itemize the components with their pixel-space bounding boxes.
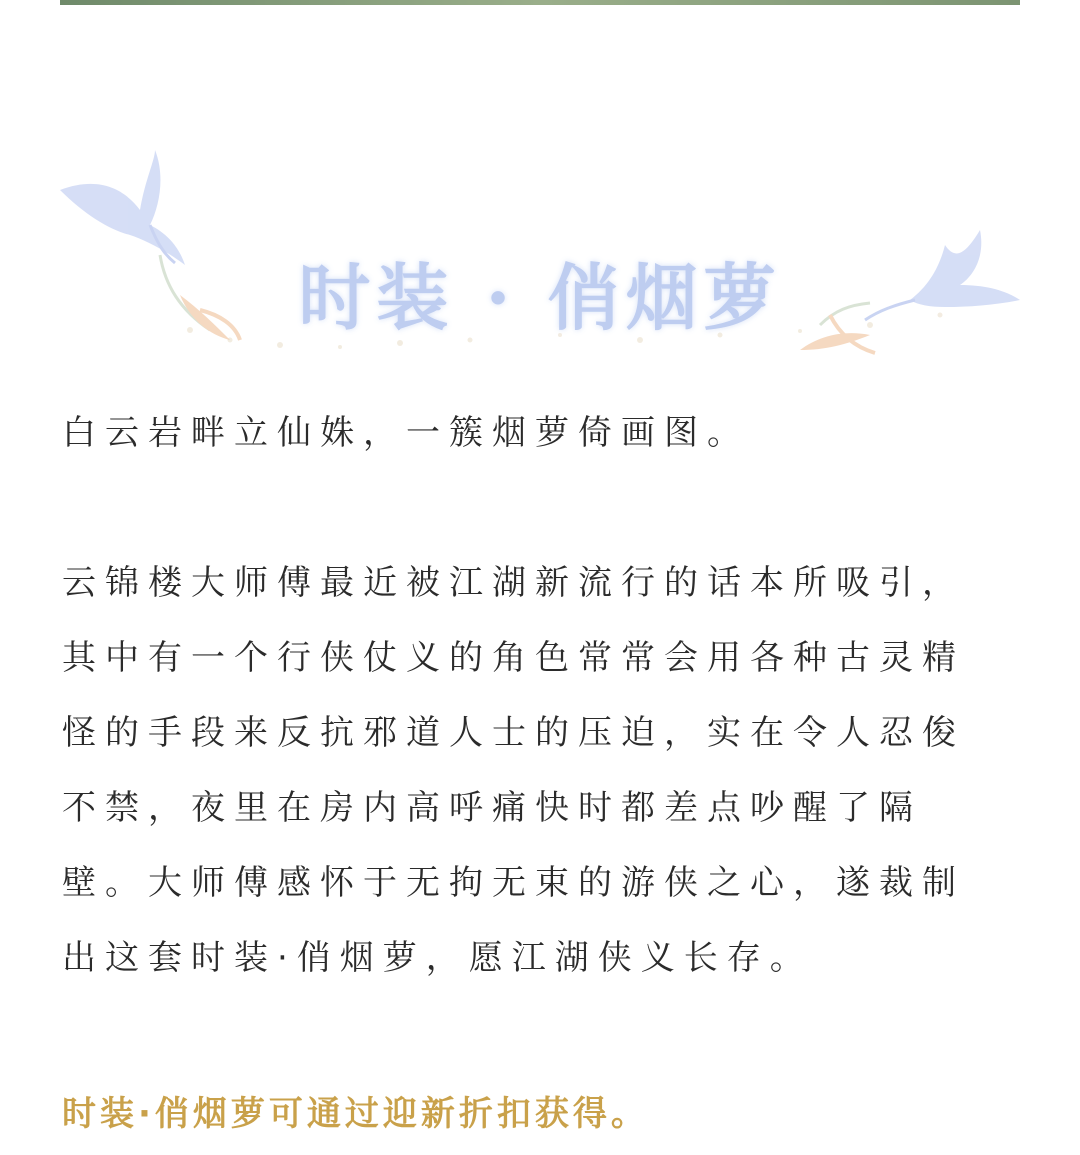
story-line-2: 其中有一个行侠仗义的角色常常会用各种古灵精 [62,638,965,678]
intro-paragraph [62,396,1022,471]
story-line-5: 壁。大师傅感怀于无拘无束的游侠之心，遂裁制 [62,863,965,903]
top-divider-bar [60,0,1020,5]
story-line-1: 云锦楼大师傅最近被江湖新流行的话本所吸引， [62,563,965,603]
intro-line: 白云岩畔立仙姝，一簇烟萝倚画图。 [62,413,750,453]
acquisition-note: 时装·俏烟萝可通过迎新折扣获得。 [62,1094,649,1134]
banner-title: 时装 · 俏烟萝 [298,255,782,340]
title-banner [40,135,1040,375]
story-line-3: 怪的手段来反抗邪道人士的压迫，实在令人忍俊 [62,713,965,753]
story-line-4: 不禁，夜里在房内高呼痛快时都差点吵醒了隔 [62,788,922,828]
story-line-6: 出这套时装·俏烟萝，愿江湖侠义长存。 [62,938,813,978]
story-paragraph [62,546,1022,996]
